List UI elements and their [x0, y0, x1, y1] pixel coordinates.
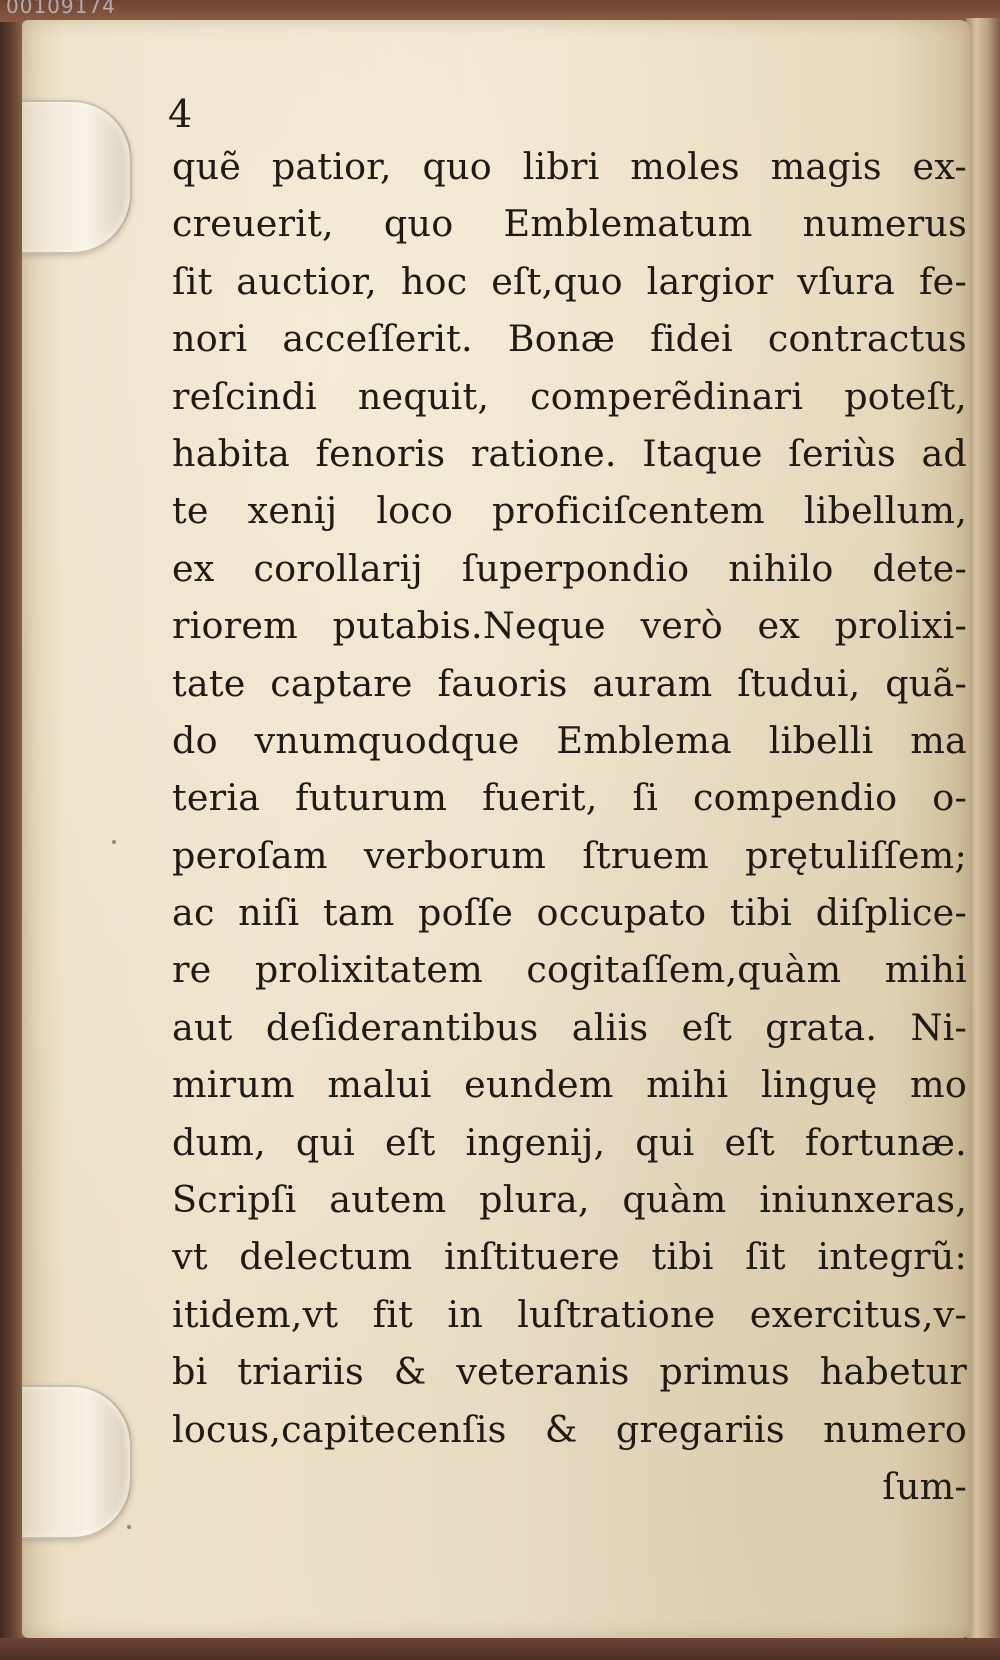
text-line: riorem putabis.Neque verò ex prolixi- — [172, 604, 967, 648]
clip-bottom — [22, 1385, 132, 1539]
page-text — [168, 92, 972, 1515]
text-line: Scripſi autem plura, quàm iniunxeras, — [172, 1178, 967, 1222]
text-line: te xenij loco proficiſcentem libellum, — [172, 489, 967, 533]
manuscript-id: 00109174 — [6, 0, 116, 18]
page — [22, 20, 970, 1638]
paper-speck — [112, 840, 116, 844]
text-line: ac niſi tam poſſe occupato tibi diſplice- — [172, 891, 967, 935]
text-line: habita fenoris ratione. Itaque ſeriùs ad — [172, 431, 967, 475]
text-line: ex corollarij ſuperpondio nihilo dete- — [172, 546, 967, 590]
text-line: locus,capitecenſis & gregariis numero — [172, 1407, 967, 1451]
text-line: ſum- — [882, 1464, 967, 1508]
text-line: vt delectum inſtituere tibi ſit integrũ: — [172, 1235, 967, 1279]
text-line: teria futurum fuerit, ſi compendio o- — [172, 776, 967, 820]
bottom-binding-strip — [0, 1638, 1000, 1660]
paper-speck — [127, 1525, 131, 1529]
text-line: dum, qui eſt ingenij, qui eſt fortunæ. — [172, 1120, 967, 1164]
text-lines — [172, 138, 972, 1515]
text-line: nori acceſſerit. Bonæ fidei contractus — [172, 317, 967, 361]
text-line: ſit auctior, hoc eſt,quo largior vſura fe- — [172, 259, 967, 303]
clip-top — [22, 100, 132, 254]
text-line: peroſam verborum ſtruem prętuliſſem; — [172, 833, 967, 877]
text-line: bi triariis & veteranis primus habetur — [172, 1350, 967, 1394]
page-number: 4 — [168, 92, 193, 136]
text-line: mirum malui eundem mihi linguę mo — [172, 1063, 967, 1107]
text-line: itidem,vt fit in luſtratione exercitus,v- — [172, 1292, 967, 1336]
text-line: aut deſiderantibus aliis eſt grata. Ni- — [172, 1005, 967, 1049]
top-binding-strip — [0, 0, 1000, 22]
text-line: quẽ patior, quo libri moles magis ex- — [172, 145, 967, 188]
text-line: creuerit, quo Emblematum numerus — [172, 202, 967, 246]
text-line: reſcindi nequit, comperẽdinari poteſt, — [172, 374, 967, 418]
text-line: tate captare fauoris auram ſtudui, quã- — [172, 661, 967, 705]
text-line: re prolixitatem cogitaſſem,quàm mihi — [172, 948, 967, 992]
text-line: do vnumquodque Emblema libelli ma — [172, 718, 967, 762]
